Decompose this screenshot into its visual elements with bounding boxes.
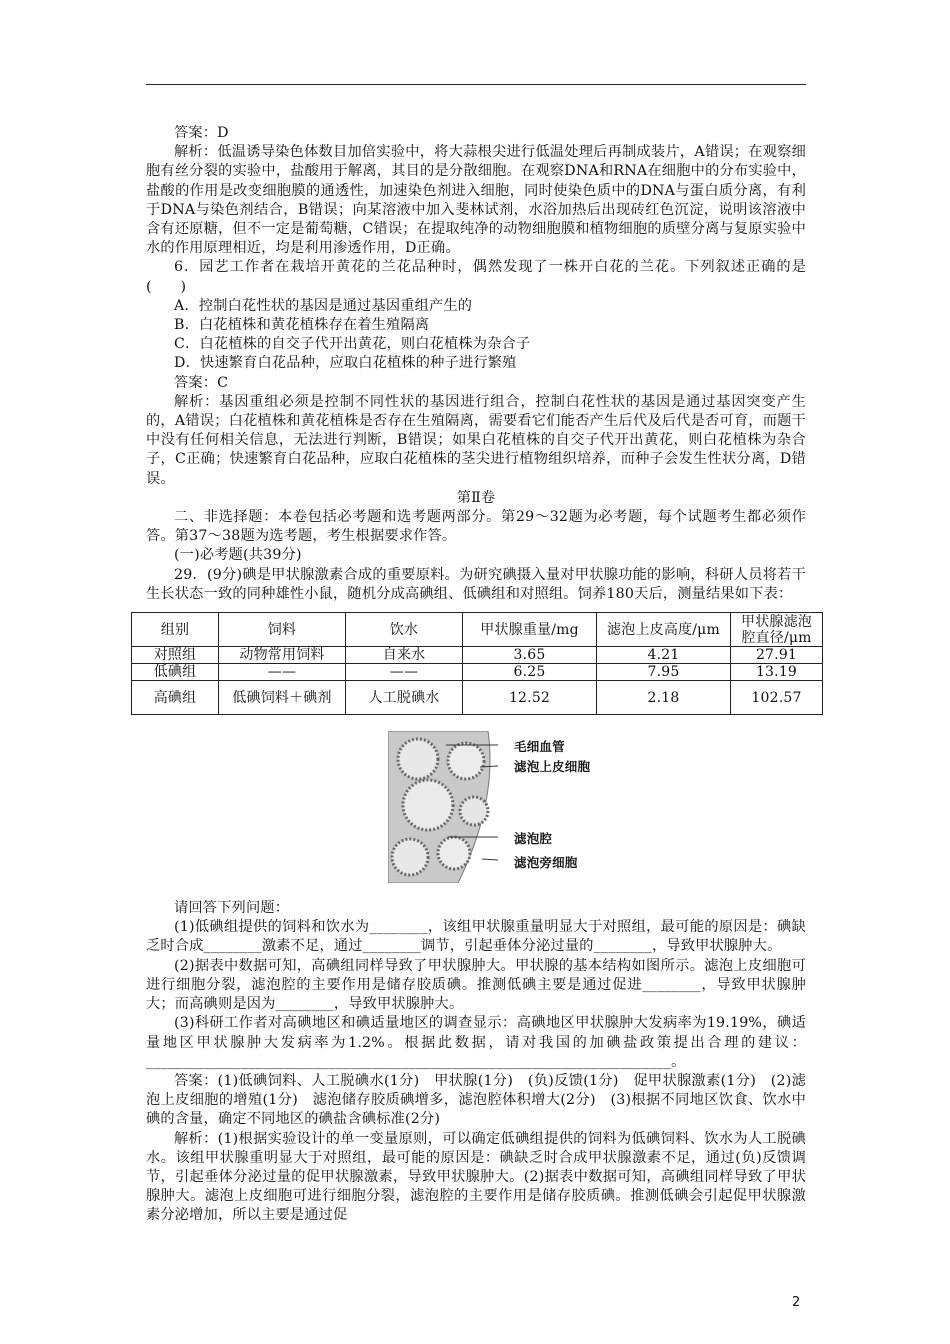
table-cell: 7.95 [597,664,731,681]
table-cell: 低碘饲料＋碘剂 [219,681,346,715]
figure-label: 滤泡旁细胞 [514,855,578,871]
table-cell: 12.52 [463,681,597,715]
question-29-1: (1)低碘组提供的饲料和饮水为________，该组甲状腺重量明显大于对照组，最可能的原因是：碘缺乏时合成________激素不足，通过________调节，引起垂体分泌过量的________，导致甲状腺肿大。 [146,919,806,955]
table-header: 甲状腺滤泡腔直径/μm [731,613,823,647]
table-cell: —— [346,664,463,681]
table-cell: —— [219,664,346,681]
table-header: 组别 [132,613,219,647]
page-number: 2 [792,1295,801,1310]
option-c: C．白花植株的自交子代开出黄花，则白花植株为杂合子 [174,336,531,353]
question-29-3: (3)科研工作者对高碘地区和碘适量地区的调查显示：高碘地区甲状腺肿大发病率为19.19%，碘适量地区甲状腺肿大发病率为1.2%。根据此数据，请对我国的加碘盐政策提出合理的建议：________________________________________________________________________。 [146,1015,806,1070]
table-cell: 102.57 [731,681,823,715]
thyroid-figure [388,731,808,891]
option-a: A．控制白花性状的基因是通过基因重组产生的 [174,297,473,314]
question-29: 29．(9分)碘是甲状腺激素合成的重要原料。为研究碘摄入量对甲状腺功能的影响，科研人员将若干生长状态一致的同种雄性小鼠，随机分成高碘组、低碘组和对照组。饲养180天后，测量结果如下表： [146,566,806,602]
table-header-row [132,613,823,647]
table-cell: 2.18 [597,681,731,715]
table-row [132,647,823,664]
table-cell: 27.91 [731,647,823,664]
required-header: (一)必考题(共39分) [174,547,302,564]
figure-label: 滤泡上皮细胞 [514,759,591,775]
section-intro: 二、非选择题：本卷包括必考题和选考题两部分。第29～32题为必考题，每个试题考生都必须作答。第37～38题为选考题，考生根据要求作答。 [146,509,806,545]
question-29-2: (2)据表中数据可知，高碘组同样导致了甲状腺肿大。甲状腺的基本结构如图所示。滤泡上皮细胞可进行细胞分裂，滤泡腔的主要作用是储存胶质碘。推测低碘主要是通过促进________，导致甲状腺肿大；而高碘则是因为________，导致甲状腺肿大。 [146,957,806,1013]
option-d: D．快速繁育白花品种，应取白花植株的种子进行繁殖 [174,355,517,372]
question-6: 6．园艺工作者在栽培开黄花的兰花品种时，偶然发现了一株开白花的兰花。下列叙述正确的是( ) [146,259,806,295]
figure-label: 滤泡腔 [514,831,553,847]
table-cell: 13.19 [731,664,823,681]
table-header: 饮水 [346,613,463,647]
option-b: B．白花植株和黄花植株存在着生殖隔离 [174,317,430,334]
table-cell: 对照组 [132,647,219,664]
table-row [132,664,823,681]
question-prompt: 请回答下列问题： [174,900,290,917]
table-cell: 人工脱碘水 [346,681,463,715]
figure-label: 毛细血管 [514,739,565,755]
data-table [131,612,823,715]
table-cell: 3.65 [463,647,597,664]
thyroid-follicle-illustration [388,731,498,883]
table-cell: 6.25 [463,664,597,681]
section-title: 第Ⅱ卷 [456,489,496,506]
table-header: 饲料 [219,613,346,647]
header-rule [146,84,806,85]
data-table-wrap [131,612,823,715]
explanation-5: 解析：低温诱导染色体数目加倍实验中，将大蒜根尖进行低温处理后再制成装片，A错误；在观察细胞有丝分裂的实验中，盐酸用于解离，其目的是分散细胞。在观察DNA和RNA在细胞中的分布实验中，盐酸的作用是改变细胞膜的通透性，加速染色剂进入细胞，同时使染色质中的DNA与蛋白质分离，有利于DNA与染色剂结合，B错误；向某溶液中加入斐林试剂，水浴加热后出现砖红色沉淀，说明该溶液中含有还原糖，但不一定是葡萄糖，C错误；在提取纯净的动物细胞膜和植物细胞的质壁分离与复原实验中水的作用原理相近，均是利用渗透作用，D正确。 [146,144,806,257]
table-row [132,681,823,715]
explanation-29: 解析：(1)根据实验设计的单一变量原则，可以确定低碘组提供的饲料为低碘饲料、饮水为人工脱碘水。该组甲状腺重明显大于对照组，最可能的原因是：碘缺乏时合成甲状腺激素不足，通过(负)反馈调节，引起垂体分泌过量的促甲状腺激素，导致甲状腺肿大。(2)据表中数据可知，高碘组同样导致了甲状腺肿大。滤泡上皮细胞可进行细胞分裂，滤泡腔的主要作用是储存胶质碘。推测低碘会引起促甲状腺激素分泌增加，所以主要是通过促 [146,1130,806,1224]
table-cell: 4.21 [597,647,731,664]
page-content [146,124,812,1226]
answer-29: 答案：(1)低碘饲料、人工脱碘水(1分) 甲状腺(1分) (负)反馈(1分) 促甲状腺激素(1分) (2)滤泡上皮细胞的增殖(1分) 滤泡储存胶质碘增多，滤泡腔体积增大(2分) (3)根据不同地区饮食、饮水中碘的含量，确定不同地区的碘盐含碘标准(2分) [146,1072,806,1128]
table-header: 滤泡上皮高度/μm [597,613,731,647]
table-cell: 自来水 [346,647,463,664]
table-cell: 动物常用饲料 [219,647,346,664]
table-cell: 低碘组 [132,664,219,681]
explanation-6: 解析：基因重组必须是控制不同性状的基因进行组合，控制白花性状的基因是通过基因突变产生的，A错误；白花植株和黄花植株是否存在生殖隔离，需要看它们能否产生后代及后代是否可育，而题干中没有任何相关信息，无法进行判断，B错误；如果白花植株的自交子代开出黄花，则白花植株为杂合子，C正确；快速繁育白花品种，应取白花植株的茎尖进行植物组织培养，而种子会发生性状分离，D错误。 [146,393,806,487]
answer-6: 答案：C [174,374,229,391]
table-header: 甲状腺重量/mg [463,613,597,647]
answer-5: 答案：D [174,125,229,141]
table-cell: 高碘组 [132,681,219,715]
